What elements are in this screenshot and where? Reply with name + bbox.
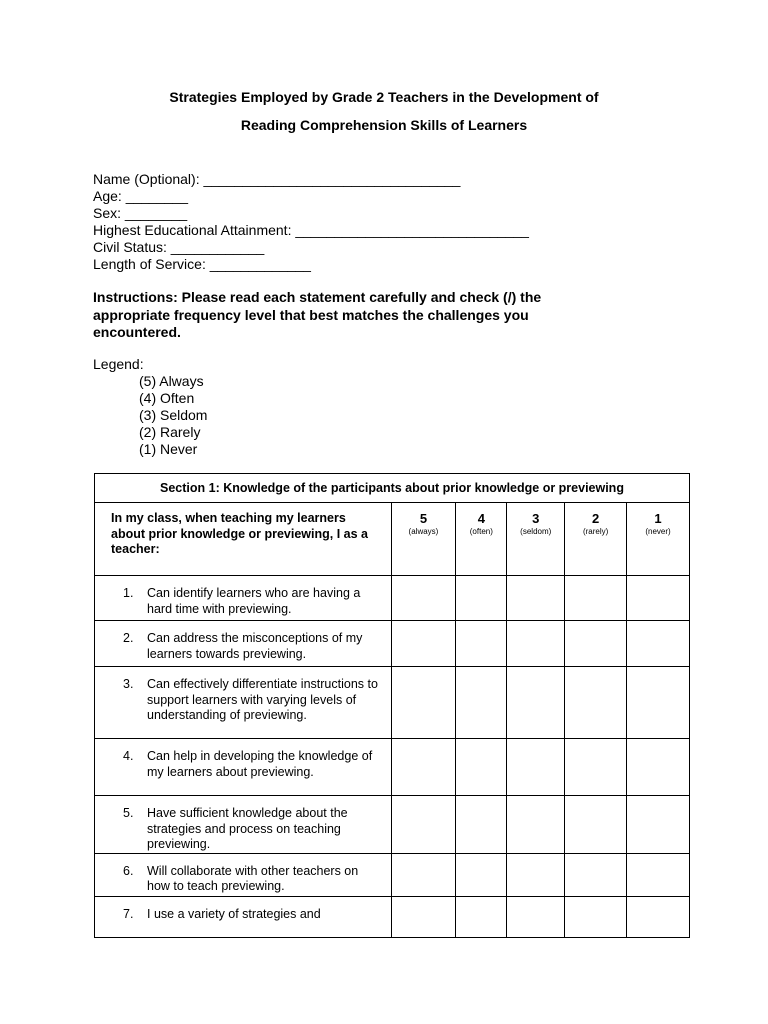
- check-cell-3[interactable]: [507, 853, 565, 896]
- item-number: 1.: [123, 586, 134, 600]
- check-cell-5[interactable]: [391, 667, 456, 739]
- item-number: 2.: [123, 631, 134, 645]
- check-cell-2[interactable]: [565, 796, 627, 854]
- legend-item: (2) Rarely: [139, 424, 201, 440]
- scale-2-header: [565, 503, 627, 576]
- sex-field[interactable]: Sex: ________: [93, 205, 188, 221]
- check-cell-5[interactable]: [391, 739, 456, 796]
- check-cell-3[interactable]: [507, 739, 565, 796]
- table-row: [95, 853, 690, 896]
- check-cell-4[interactable]: [456, 621, 507, 667]
- survey-table: [94, 473, 690, 938]
- scale-number: 5: [419, 511, 428, 526]
- section-title: Section 1: Knowledge of the participants about prior knowledge or previewing: [95, 474, 690, 503]
- item-text: Can help in developing the knowledge of my learners about previewing.: [147, 749, 373, 779]
- legend-item: (5) Always: [139, 373, 204, 389]
- table-row: [95, 667, 690, 739]
- check-cell-1[interactable]: [627, 796, 690, 854]
- scale-label: (never): [645, 527, 671, 536]
- check-cell-4[interactable]: [456, 853, 507, 896]
- scale-number: 1: [654, 511, 662, 526]
- item-statement: [95, 796, 392, 854]
- age-field[interactable]: Age: ________: [93, 188, 188, 204]
- legend-label: Legend:: [93, 356, 144, 372]
- item-text: Have sufficient knowledge about the strategies and process on teaching previewing.: [147, 806, 348, 851]
- item-text: Will collaborate with other teachers on how to teach previewing.: [147, 863, 359, 893]
- check-cell-2[interactable]: [565, 896, 627, 937]
- item-number: 5.: [123, 806, 134, 820]
- check-cell-4[interactable]: [456, 667, 507, 739]
- check-cell-1[interactable]: [627, 739, 690, 796]
- check-cell-1[interactable]: [627, 667, 690, 739]
- document-title-line-2: Reading Comprehension Skills of Learners: [240, 117, 528, 133]
- check-cell-2[interactable]: [565, 667, 627, 739]
- education-field[interactable]: Highest Educational Attainment: ______________________________: [93, 222, 529, 238]
- respondent-info: [93, 171, 529, 273]
- scale-5-header: [391, 503, 456, 576]
- legend-item: (3) Seldom: [139, 407, 208, 423]
- question-header-text: In my class, when teaching my learners about prior knowledge or previewing, I as a teacher:: [111, 511, 368, 556]
- scale-label: (often): [469, 527, 493, 536]
- item-statement: [95, 621, 392, 667]
- scale-label: (rarely): [582, 527, 609, 536]
- item-number: 4.: [123, 749, 134, 763]
- scale-label: (seldom): [520, 527, 552, 536]
- check-cell-4[interactable]: [456, 796, 507, 854]
- scale-number: 4: [477, 511, 485, 526]
- check-cell-3[interactable]: [507, 796, 565, 854]
- check-cell-5[interactable]: [391, 896, 456, 937]
- check-cell-2[interactable]: [565, 576, 627, 621]
- question-header: [95, 503, 392, 576]
- table-row: [95, 796, 690, 854]
- item-statement: [95, 576, 392, 621]
- check-cell-3[interactable]: [507, 621, 565, 667]
- document-title-line-1: Strategies Employed by Grade 2 Teachers in the Development of: [169, 89, 599, 105]
- instructions: Instructions: Please read each statement carefully and check (/) the appropriate frequency level that best matches the challenges you encountered.: [93, 289, 542, 340]
- length-of-service-field[interactable]: Length of Service: _____________: [93, 256, 311, 272]
- scale-3-header: [507, 503, 565, 576]
- item-text: Can address the misconceptions of my learners towards previewing.: [147, 631, 363, 661]
- item-text: Can effectively differentiate instructions to support learners with varying levels of understanding of previewing.: [147, 677, 378, 722]
- check-cell-5[interactable]: [391, 621, 456, 667]
- check-cell-2[interactable]: [565, 739, 627, 796]
- item-text: Can identify learners who are having a hard time with previewing.: [147, 586, 361, 616]
- check-cell-5[interactable]: [391, 576, 456, 621]
- item-number: 7.: [123, 906, 134, 921]
- scale-number: 3: [532, 511, 540, 526]
- legend-item: (4) Often: [139, 390, 195, 406]
- check-cell-2[interactable]: [565, 853, 627, 896]
- table-row: [95, 576, 690, 621]
- check-cell-4[interactable]: [456, 576, 507, 621]
- scale-label: (always): [408, 527, 439, 536]
- table-row: [95, 896, 690, 937]
- check-cell-1[interactable]: [627, 576, 690, 621]
- check-cell-1[interactable]: [627, 853, 690, 896]
- check-cell-3[interactable]: [507, 576, 565, 621]
- check-cell-1[interactable]: [627, 896, 690, 937]
- check-cell-3[interactable]: [507, 896, 565, 937]
- civil-status-field[interactable]: Civil Status: ____________: [93, 239, 265, 255]
- item-statement: [95, 896, 392, 937]
- item-text: I use a variety of strategies and: [147, 906, 321, 921]
- table-row: [95, 621, 690, 667]
- check-cell-5[interactable]: [391, 853, 456, 896]
- scale-number: 2: [592, 511, 600, 526]
- legend-item: (1) Never: [139, 441, 198, 457]
- legend: [93, 356, 207, 458]
- scale-1-header: [627, 503, 690, 576]
- scale-4-header: [456, 503, 507, 576]
- item-statement: [95, 853, 392, 896]
- check-cell-2[interactable]: [565, 621, 627, 667]
- item-statement: [95, 739, 392, 796]
- item-statement: [95, 667, 392, 739]
- item-number: 6.: [123, 863, 134, 878]
- check-cell-5[interactable]: [391, 796, 456, 854]
- check-cell-1[interactable]: [627, 621, 690, 667]
- item-number: 3.: [123, 677, 134, 691]
- table-row: [95, 739, 690, 796]
- check-cell-3[interactable]: [507, 667, 565, 739]
- check-cell-4[interactable]: [456, 896, 507, 937]
- name-field[interactable]: Name (Optional): _________________________________: [93, 171, 461, 187]
- check-cell-4[interactable]: [456, 739, 507, 796]
